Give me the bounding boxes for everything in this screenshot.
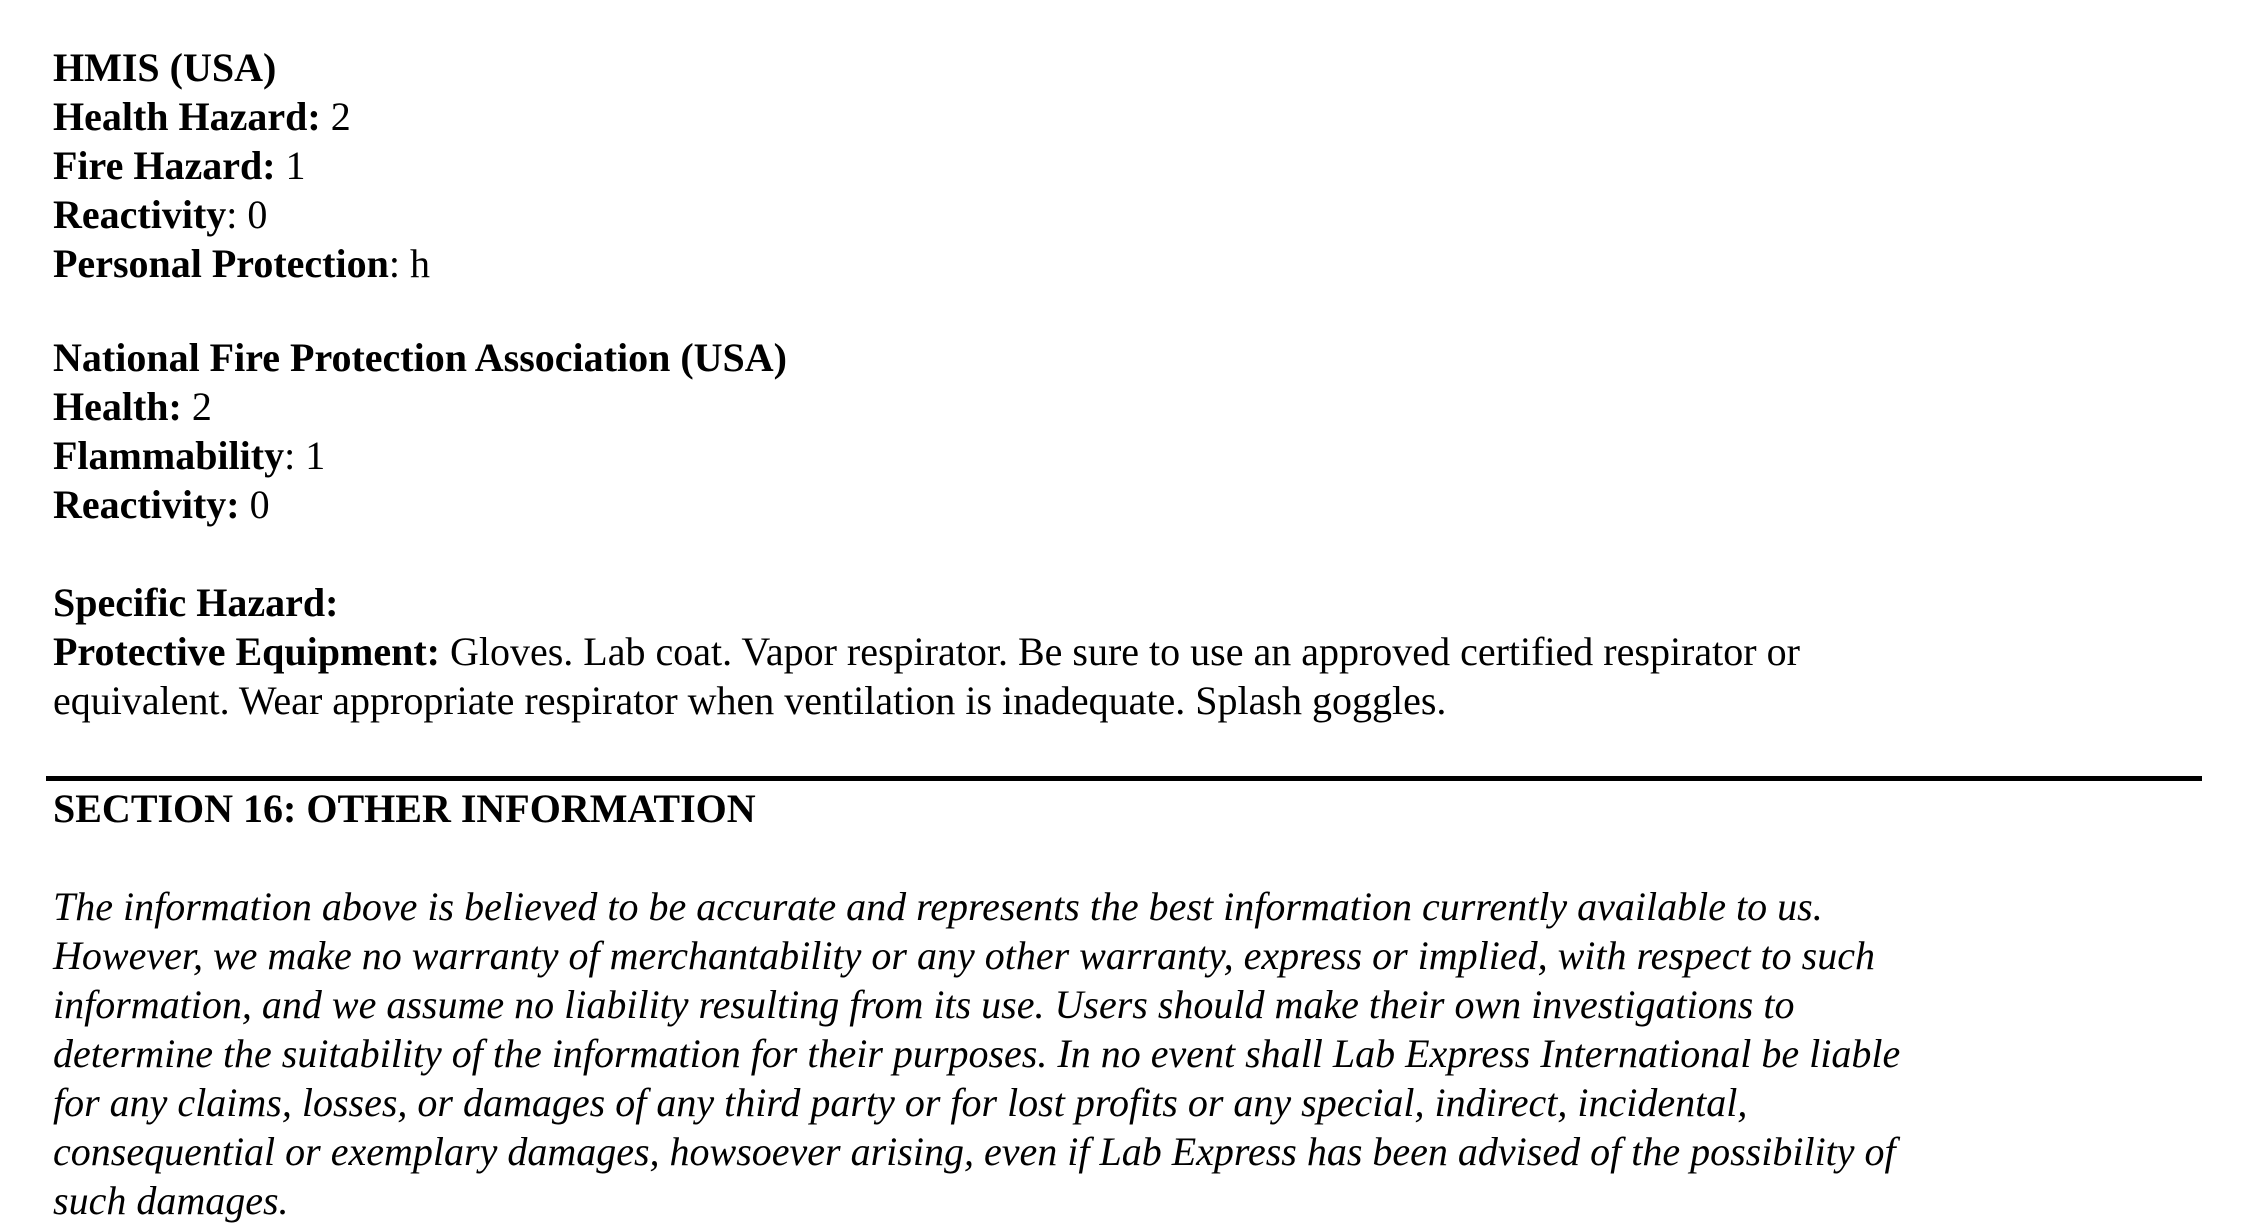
nfpa-flammability-value: : 1: [284, 433, 326, 478]
hmis-reactivity-label: Reactivity: [53, 192, 227, 237]
hmis-title: HMIS (USA): [53, 45, 277, 90]
hmis-health-hazard: [53, 92, 2193, 141]
hmis-reactivity-value: : 0: [226, 192, 268, 237]
disclaimer-line: consequential or exemplary damages, howsoever arising, even if Lab Express has been advised of the possibility of: [53, 1129, 1896, 1174]
nfpa-reactivity: [53, 480, 2193, 529]
nfpa-reactivity-label: Reactivity:: [53, 482, 240, 527]
hmis-personal-protection-value: : h: [388, 241, 430, 286]
nfpa-flammability: [53, 431, 2193, 480]
protective-equipment-text-1: Gloves. Lab coat. Vapor respirator. Be sure to use an approved certified respirator or: [439, 629, 1800, 674]
hmis-fire-hazard-label: Fire Hazard:: [53, 143, 276, 188]
nfpa-health-value: 2: [181, 384, 212, 429]
hmis-personal-protection: [53, 239, 2193, 288]
hmis-personal-protection-label: Personal Protection: [53, 241, 389, 286]
protective-equipment-line-1: [53, 627, 2193, 676]
disclaimer-line: However, we make no warranty of merchantability or any other warranty, express or implied, with respect to such: [53, 933, 1875, 978]
protective-equipment-label: Protective Equipment:: [53, 629, 440, 674]
hmis-reactivity: [53, 190, 2193, 239]
nfpa-flammability-label: Flammability: [53, 433, 285, 478]
nfpa-reactivity-value: 0: [239, 482, 270, 527]
nfpa-health: [53, 382, 2193, 431]
specific-hazard-block: [53, 578, 2193, 725]
hmis-health-hazard-value: 2: [320, 94, 351, 139]
disclaimer-line: determine the suitability of the information for their purposes. In no event shall Lab Express International be liable: [53, 1031, 1901, 1076]
disclaimer-line: for any claims, losses, or damages of any third party or for lost profits or any special, indirect, incidental,: [53, 1080, 1748, 1125]
disclaimer-line: The information above is believed to be accurate and represents the best information currently available to us.: [53, 884, 1823, 929]
specific-hazard-label: Specific Hazard:: [53, 580, 339, 625]
nfpa-health-label: Health:: [53, 384, 182, 429]
hmis-fire-hazard: [53, 141, 2193, 190]
nfpa-title: National Fire Protection Association (USA): [53, 335, 788, 380]
section-16-disclaimer: [53, 882, 2193, 1225]
hmis-fire-hazard-value: 1: [275, 143, 306, 188]
disclaimer-line: such damages.: [53, 1178, 289, 1223]
hmis-block: [53, 43, 2193, 288]
disclaimer-line: information, and we assume no liability resulting from its use. Users should make their own investigations to: [53, 982, 1795, 1027]
section-16-title: SECTION 16: OTHER INFORMATION: [53, 786, 756, 831]
protective-equipment-text-2: equivalent. Wear appropriate respirator when ventilation is inadequate. Splash goggles.: [53, 678, 1447, 723]
hmis-health-hazard-label: Health Hazard:: [53, 94, 321, 139]
section-divider: [46, 776, 2202, 781]
nfpa-block: [53, 333, 2193, 529]
